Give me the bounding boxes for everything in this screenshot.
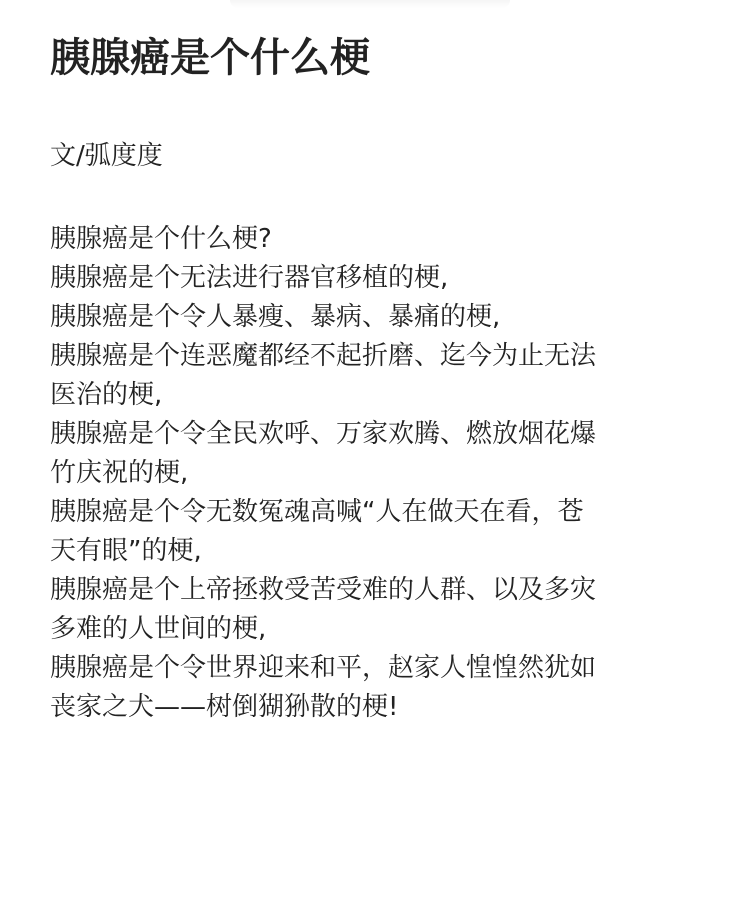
article-line: 胰腺癌是个令全民欢呼、万家欢腾、燃放烟花爆	[50, 419, 597, 449]
article-line: 多难的人世间的梗,	[50, 614, 267, 644]
article-line: 天有眼”的梗,	[50, 536, 202, 566]
article-line: 胰腺癌是个上帝拯救受苦受难的人群、以及多灾	[50, 575, 597, 605]
article-line: 胰腺癌是个令世界迎来和平，赵家人惶惶然犹如	[50, 653, 597, 683]
article-title: 胰腺癌是个什么梗	[50, 35, 370, 81]
article-line: 胰腺癌是个什么梗?	[50, 224, 272, 254]
article-line: 胰腺癌是个无法进行器官移植的梗,	[50, 263, 449, 293]
article-line: 胰腺癌是个令无数冤魂高喊“人在做天在看，苍	[50, 497, 584, 527]
article-line: 丧家之犬——树倒猢狲散的梗!	[50, 692, 399, 722]
article-body	[50, 220, 700, 727]
article-line: 胰腺癌是个令人暴瘦、暴病、暴痛的梗,	[50, 302, 501, 332]
article-line: 竹庆祝的梗,	[50, 458, 189, 488]
top-fade-decoration	[230, 0, 510, 8]
article-line: 胰腺癌是个连恶魔都经不起折磨、迄今为止无法	[50, 341, 597, 371]
article-author: 文/弧度度	[50, 141, 163, 171]
article-line: 医治的梗,	[50, 380, 163, 410]
